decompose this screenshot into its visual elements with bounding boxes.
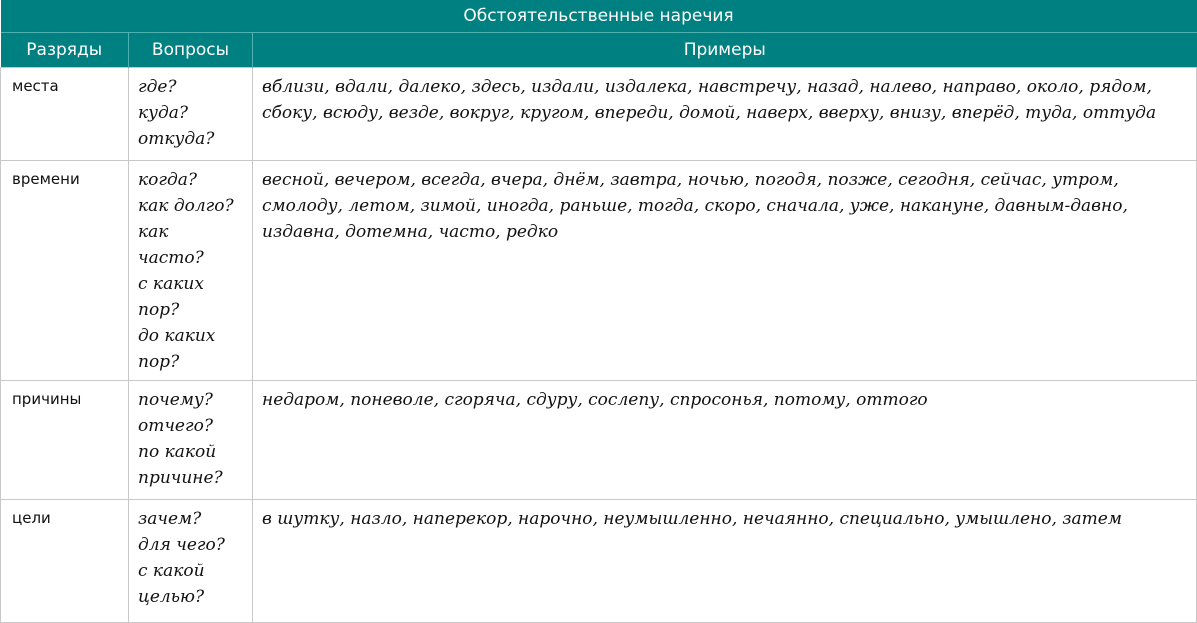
table-row-place	[1, 68, 1197, 161]
question-line: отчего?	[138, 416, 213, 436]
questions-cell	[129, 500, 253, 623]
question-line: целью?	[138, 587, 205, 607]
question-line: по какой	[138, 442, 217, 462]
examples-cell: вблизи, вдали, далеко, здесь, издали, издалека, навстречу, назад, налево, направо, около, рядом, сбоку, всюду, везде, вокруг, кругом, впереди, домой, наверх, вверху, внизу, вперёд, туда, оттуда	[253, 68, 1197, 161]
question-line: куда?	[138, 103, 189, 123]
question-line: зачем?	[138, 509, 202, 529]
questions-cell	[129, 161, 253, 381]
examples-cell: в шутку, назло, наперекор, нарочно, неумышленно, нечаянно, специально, умышлено, затем	[253, 500, 1197, 623]
question-line: причине?	[138, 468, 223, 488]
table-header-row	[1, 33, 1197, 68]
question-line: как	[138, 222, 169, 242]
header-questions: Вопросы	[129, 33, 253, 68]
category-cell: места	[1, 68, 129, 161]
question-line: когда?	[138, 170, 198, 190]
category-cell: времени	[1, 161, 129, 381]
category-cell: причины	[1, 381, 129, 500]
examples-cell: весной, вечером, всегда, вчера, днём, завтра, ночью, погодя, позже, сегодня, сейчас, утром, смолоду, летом, зимой, иногда, раньше, тогда, скоро, сначала, уже, накануне, давным-давно, издавна, дотемна, часто, редко	[253, 161, 1197, 381]
table-row-time	[1, 161, 1197, 381]
header-category: Разряды	[1, 33, 129, 68]
questions-cell	[129, 68, 253, 161]
question-line: как долго?	[138, 196, 234, 216]
question-line: где?	[138, 77, 177, 97]
question-line: откуда?	[138, 129, 215, 149]
question-line: до каких	[138, 326, 216, 346]
question-line: пор?	[138, 300, 180, 320]
table-row-reason	[1, 381, 1197, 500]
question-line: часто?	[138, 248, 204, 268]
header-examples: Примеры	[253, 33, 1197, 68]
question-line: с каких	[138, 274, 204, 294]
examples-cell: недаром, поневоле, сгоряча, сдуру, сослепу, спросонья, потому, оттого	[253, 381, 1197, 500]
question-line: с какой	[138, 561, 205, 581]
questions-cell	[129, 381, 253, 500]
table-caption-row	[1, 0, 1197, 33]
table-title: Обстоятельственные наречия	[1, 0, 1197, 33]
question-line: пор?	[138, 352, 180, 372]
question-line: почему?	[138, 390, 213, 410]
question-line: для чего?	[138, 535, 225, 555]
category-cell: цели	[1, 500, 129, 623]
table-row-purpose	[1, 500, 1197, 623]
